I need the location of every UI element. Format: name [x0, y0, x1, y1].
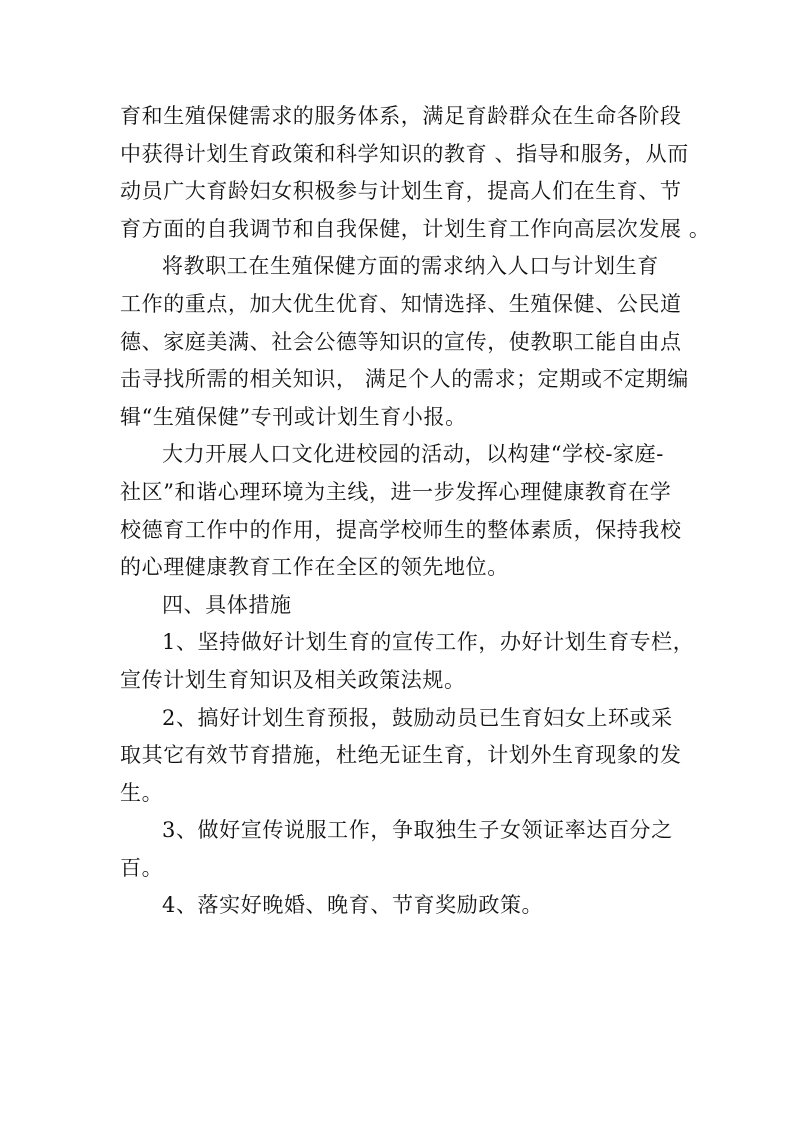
document-page	[120, 98, 711, 925]
text-line: 育和生殖保健需求的服务体系，满足育龄群众在生命各阶段	[120, 104, 682, 128]
text-line: 击寻找所需的相关知识， 满足个人的需求；定期或不定期编	[120, 367, 689, 392]
section-heading: 四、具体措施	[162, 592, 292, 617]
text-line: 德、家庭美满、社会公德等知识的宣传，使教职工能自由点	[120, 329, 682, 354]
text-line: 取其它有效节育措施，杜绝无证生育，计划外生育现象的发	[120, 743, 682, 768]
text-line: 工作的重点，加大优生优育、知情选择、生殖保健、公民道	[120, 291, 682, 316]
text-line: 大力开展人口文化进校园的活动，以构建“学校-家庭-	[162, 442, 664, 467]
text-line: 辑“生殖保健”专刊或计划生育小报。	[120, 404, 467, 429]
text-line: 1、坚持做好计划生育的宣传工作，办好计划生育专栏，	[162, 630, 695, 655]
text-line: 校德育工作中的作用，提高学校师生的整体素质，保持我校	[120, 517, 682, 542]
text-line: 2、搞好计划生育预报，鼓励动员已生育妇女上环或采	[162, 705, 673, 730]
text-line: 社区”和谐心理环境为主线，进一步发挥心理健康教育在学	[120, 479, 672, 504]
text-line: 生。	[120, 780, 164, 805]
text-line: 百。	[120, 855, 164, 880]
text-line: 的心理健康教育工作在全区的领先地位。	[120, 555, 509, 580]
text-line: 中获得计划生育政策和科学知识的教育 、指导和服务，从而	[120, 141, 689, 166]
text-line: 宣传计划生育知识及相关政策法规。	[120, 667, 466, 692]
text-line: 育方面的自我调节和自我保健，计划生育工作向高层次发展 。	[120, 216, 711, 241]
text-line: 3、做好宣传说服工作，争取独生子女领证率达百分之	[162, 818, 673, 843]
text-line: 动员广大育龄妇女积极参与计划生育，提高人们在生育、节	[120, 179, 682, 204]
text-line: 将教职工在生殖保健方面的需求纳入人口与计划生育	[162, 254, 659, 279]
text-line: 4、落实好晚婚、晚育、节育奖励政策。	[162, 893, 544, 918]
